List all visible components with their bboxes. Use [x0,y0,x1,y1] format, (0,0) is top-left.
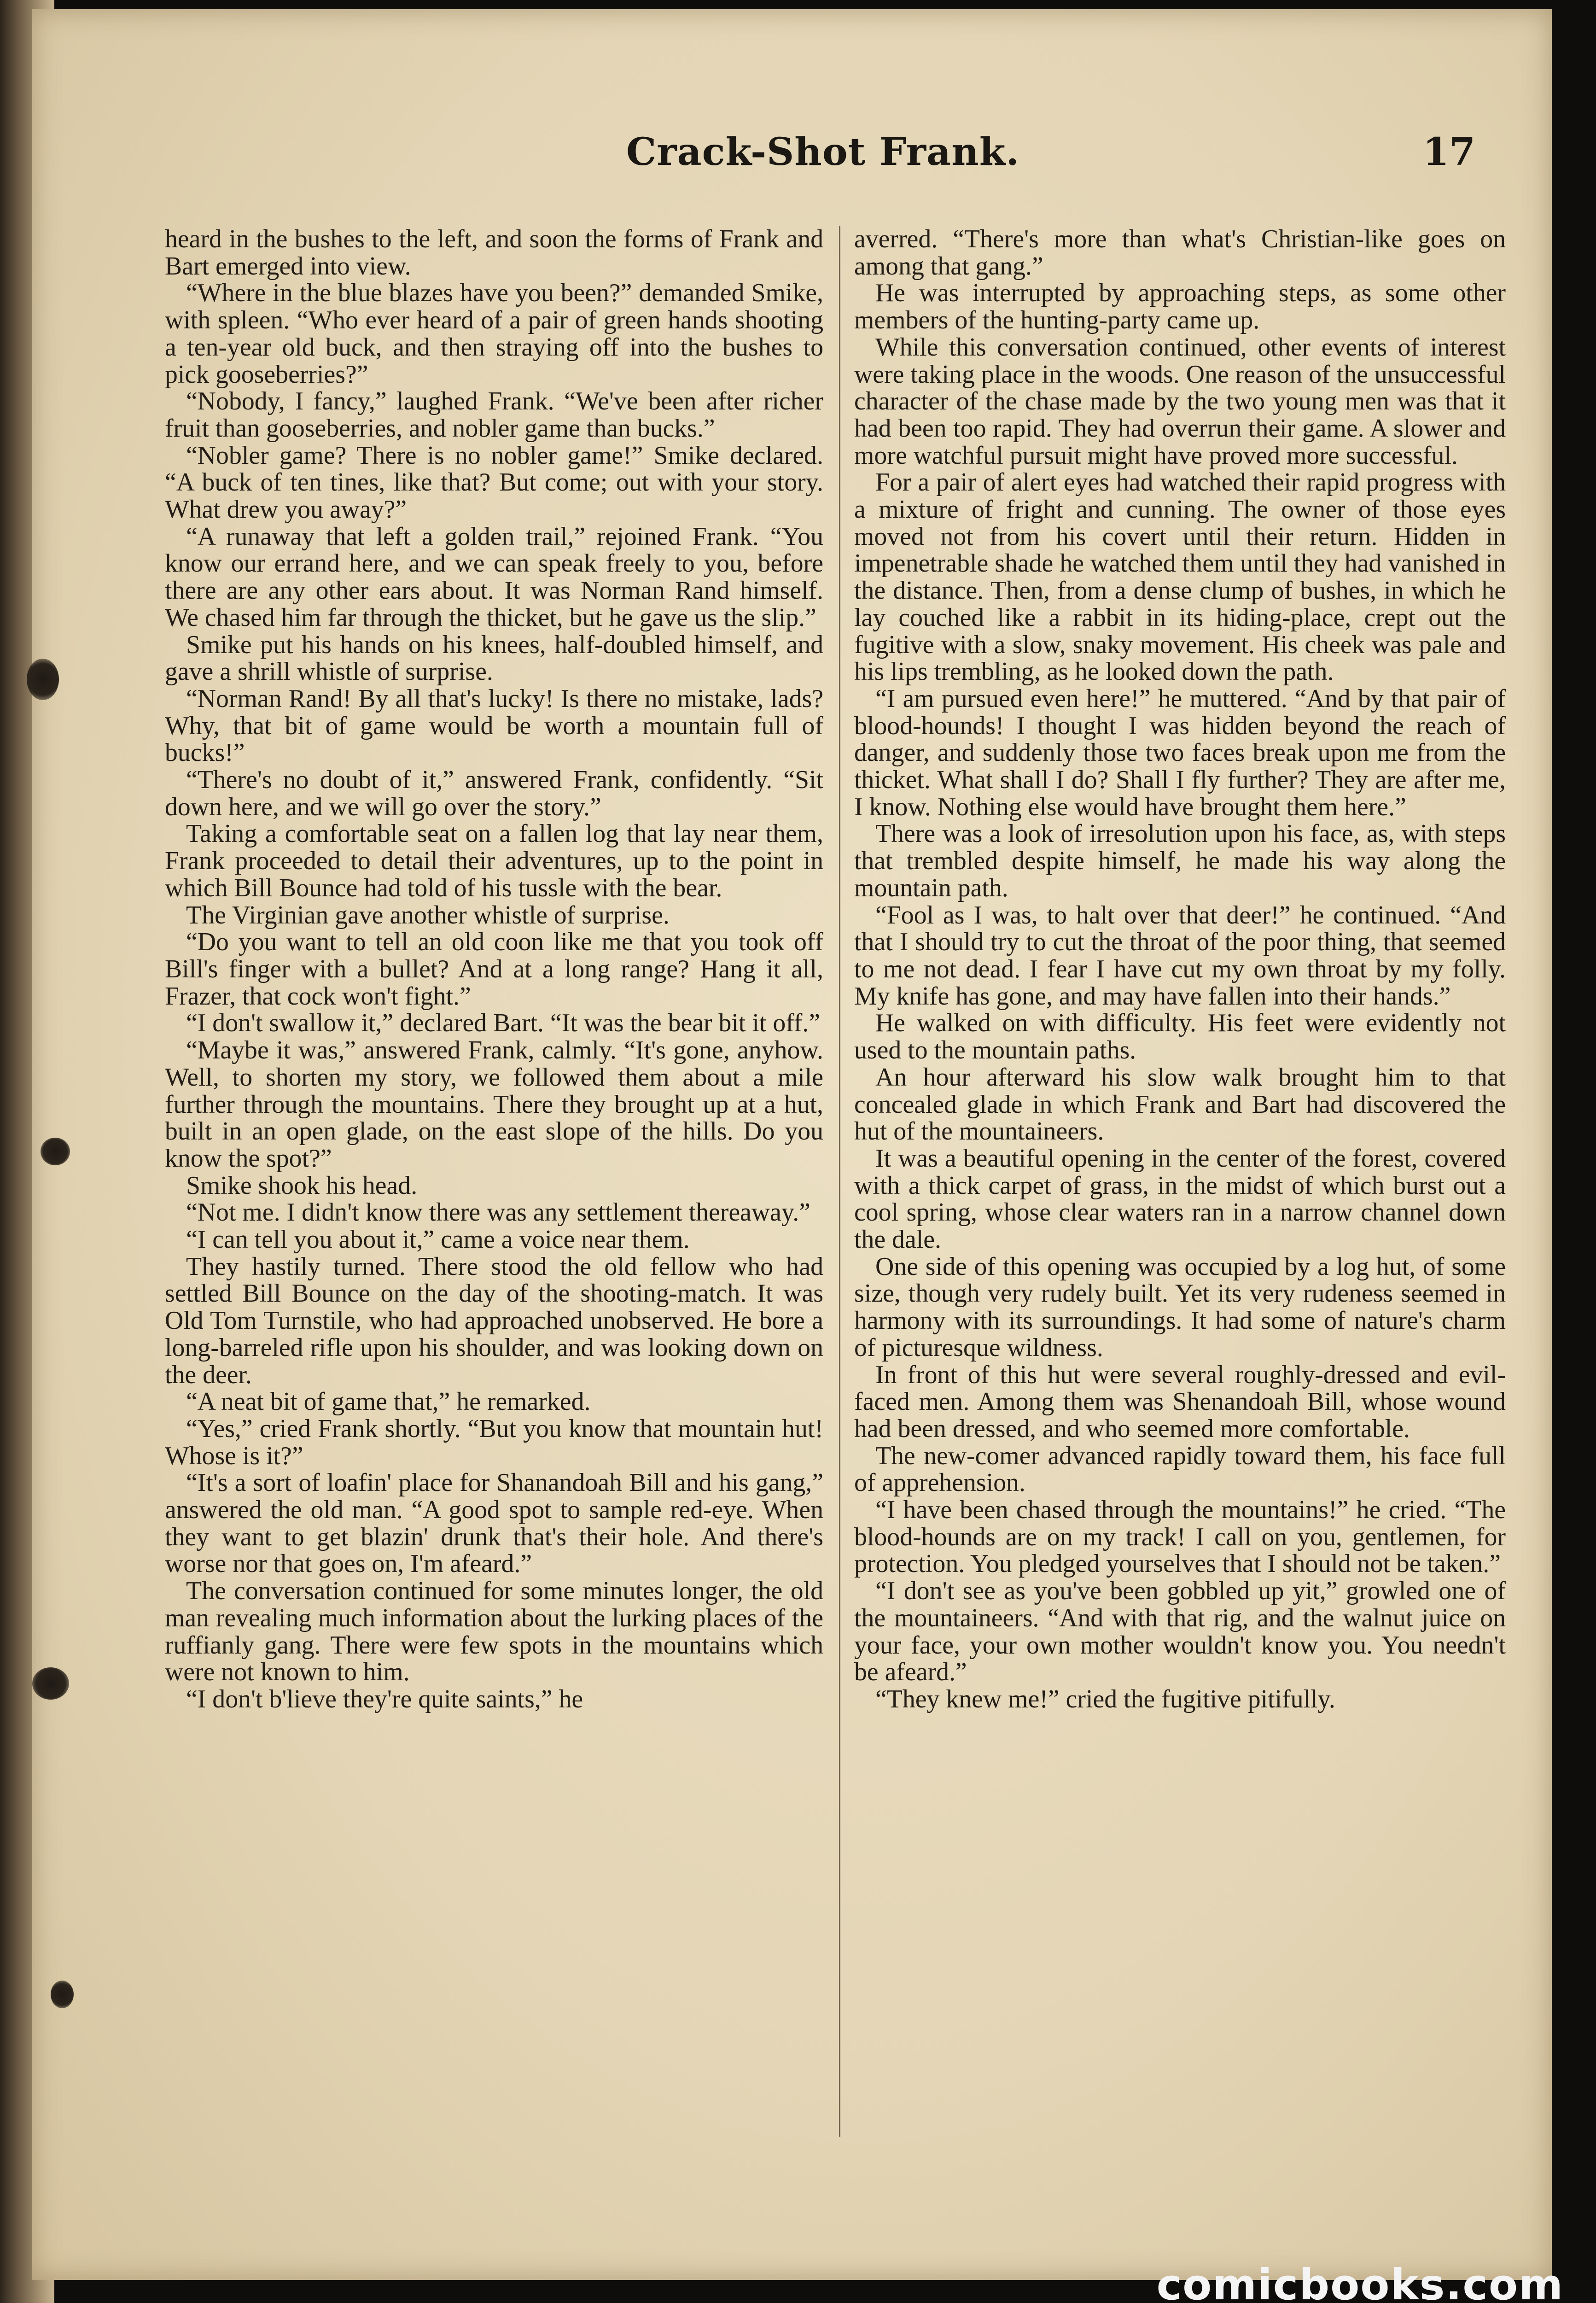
left-paragraph: They hastily turned. There stood the old fellow who had settled Bill Bounce on the day of the shooting-match. It was Old Tom Turnstile, who had approached unobserved. He bore a long-barreled rifle upon his shoulder, and was looking down on the deer. [165,1252,823,1389]
page-number: 17 [1423,130,1476,174]
left-paragraph: heard in the bushes to the left, and soon the forms of Frank and Bart emerged into view. [165,225,823,281]
right-paragraph: He was interrupted by approaching steps, as some other members of the hunting-party came up. [854,279,1506,335]
right-column [854,226,1506,1713]
left-paragraph: “Do you want to tell an old coon like me that you took off Bill's finger with a bullet? And at a long range? Hang it all, Frazer, that cock won't fight.” [165,928,823,1011]
left-paragraph: “A neat bit of game that,” he remarked. [186,1387,591,1416]
running-title: Crack-Shot Frank. [626,130,1020,174]
left-column [165,226,823,1713]
right-paragraph: In front of this hut were several roughly-dressed and evil-faced men. Among them was Shenandoah Bill, whose wound had been dressed, and who seemed more comfortable. [854,1360,1506,1443]
left-paragraph: “Maybe it was,” answered Frank, calmly. “It's gone, anyhow. Well, to shorten my story, we followed them about a mile further through the mountains. There they brought up at a hut, built in an open glade, on the east slope of the hills. Do you know the spot?” [165,1036,823,1173]
left-paragraph: “Nobler game? There is no nobler game!” Smike declared. “A buck of ten tines, like that? But come; out with your story. What drew you away?” [165,441,823,524]
left-paragraph: Taking a comfortable seat on a fallen log that lay near them, Frank proceeded to detail their adventures, up to the point in which Bill Bounce had told of his tussle with the bear. [165,819,823,902]
right-paragraph: “They knew me!” cried the fugitive pitifully. [875,1684,1335,1713]
page-header [32,9,1552,203]
left-paragraph: “Yes,” cried Frank shortly. “But you know that mountain hut! Whose is it?” [165,1414,823,1470]
left-paragraph: “Not me. I didn't know there was any settlement thereaway.” [186,1198,810,1227]
left-paragraph: The Virginian gave another whistle of surprise. [186,900,670,929]
left-paragraph: “I can tell you about it,” came a voice near them. [186,1225,690,1254]
watermark: comicbooks.com [1156,2260,1564,2303]
left-paragraph: The conversation continued for some minutes longer, the old man revealing much information about the lurking places of the ruffianly gang. There were few spots in the mountains which were not known to him. [165,1577,823,1687]
right-paragraph: One side of this opening was occupied by a log hut, of some size, though very rudely built. Yet its very rudeness seemed in harmony with its surroundings. It had some of nature's charm of picturesque wildness. [854,1252,1506,1362]
right-paragraph: “I don't see as you've been gobbled up yit,” growled one of the mountaineers. “And with that rig, and the walnut juice on your face, your own mother wouldn't know you. You needn't be afeard.” [854,1577,1506,1687]
right-paragraph: While this conversation continued, other events of interest were taking place in the woods. One reason of the unsuccessful character of the chase made by the two young men was that it had been too rapid. They had overrun their game. A slower and more watchful pursuit might have proved more successful. [854,333,1506,470]
right-paragraph: “I am pursued even here!” he muttered. “And by that pair of blood-hounds! I thought I was hidden beyond the reach of danger, and suddenly those two faces break upon me from the thicket. What shall I do? Shall I fly further? They are after me, I know. Nothing else would have brought them here.” [854,684,1506,821]
binding-hole-3 [32,1667,69,1700]
left-paragraph: “Norman Rand! By all that's lucky! Is there no mistake, lads? Why, that bit of game would be worth a mountain full of bucks!” [165,684,823,767]
left-paragraph: “I don't b'lieve they're quite saints,” he [186,1684,583,1713]
right-paragraph: An hour afterward his slow walk brought him to that concealed glade in which Frank and Bart had discovered the hut of the mountaineers. [854,1063,1506,1146]
left-paragraph: Smike shook his head. [186,1171,418,1200]
left-paragraph: “There's no doubt of it,” answered Frank, confidently. “Sit down here, and we will go over the story.” [165,766,823,821]
right-paragraph: He walked on with difficulty. His feet were evidently not used to the mountain paths. [854,1009,1506,1065]
right-paragraph: For a pair of alert eyes had watched their rapid progress with a mixture of fright and cunning. The owner of those eyes moved not from his covert until their return. Hidden in impenetrable shade he watched them until they had vanished in the distance. Then, from a dense clump of bushes, in which he lay couched like a rabbit in its hiding-place, crept out the fugitive with a slow, snaky movement. His cheek was pale and his lips trembling, as he looked down the path. [854,468,1506,686]
left-paragraph: “Nobody, I fancy,” laughed Frank. “We've been after richer fruit than gooseberries, and nobler game than bucks.” [165,387,823,443]
column-rule [839,226,840,2137]
left-paragraph: “Where in the blue blazes have you been?” demanded Smike, with spleen. “Who ever heard of a pair of green hands shooting a ten-year old buck, and then straying off into the bushes to pick gooseberries?” [165,279,823,389]
left-paragraph: “I don't swallow it,” declared Bart. “It was the bear bit it off.” [186,1009,821,1038]
binding-hole-1 [27,659,59,700]
book-page [32,9,1552,2280]
left-paragraph: Smike put his hands on his knees, half-doubled himself, and gave a shrill whistle of surprise. [165,630,823,686]
right-paragraph: “I have been chased through the mountains!” he cried. “The blood-hounds are on my track! I call on you, gentlemen, for protection. You pledged yourselves that I should not be taken.” [854,1496,1506,1578]
right-paragraph: The new-comer advanced rapidly toward them, his face full of apprehension. [854,1441,1506,1497]
right-paragraph: “Fool as I was, to halt over that deer!” he continued. “And that I should try to cut the throat of the poor thing, that seemed to me not dead. I fear I have cut my own throat by my folly. My knife has gone, and may have fallen into their hands.” [854,900,1506,1011]
binding-hole-2 [41,1138,70,1165]
binding-hole-4 [51,1981,74,2008]
right-paragraph: averred. “There's more than what's Christian-like goes on among that gang.” [854,225,1506,281]
left-paragraph: “A runaway that left a golden trail,” rejoined Frank. “You know our errand here, and we can speak freely to you, before there are any other ears about. It was Norman Rand himself. We chased him far through the thicket, but he gave us the slip.” [165,522,823,632]
left-paragraph: “It's a sort of loafin' place for Shanandoah Bill and his gang,” answered the old man. “A good spot to sample red-eye. When they want to get blazin' drunk that's their hole. And there's worse nor that goes on, I'm afeard.” [165,1468,823,1578]
right-paragraph: It was a beautiful opening in the center of the forest, covered with a thick carpet of grass, in the midst of which burst out a cool spring, whose clear waters ran in a narrow channel down the dale. [854,1144,1506,1254]
right-paragraph: There was a look of irresolution upon his face, as, with steps that trembled despite himself, he made his way along the mountain path. [854,819,1506,902]
